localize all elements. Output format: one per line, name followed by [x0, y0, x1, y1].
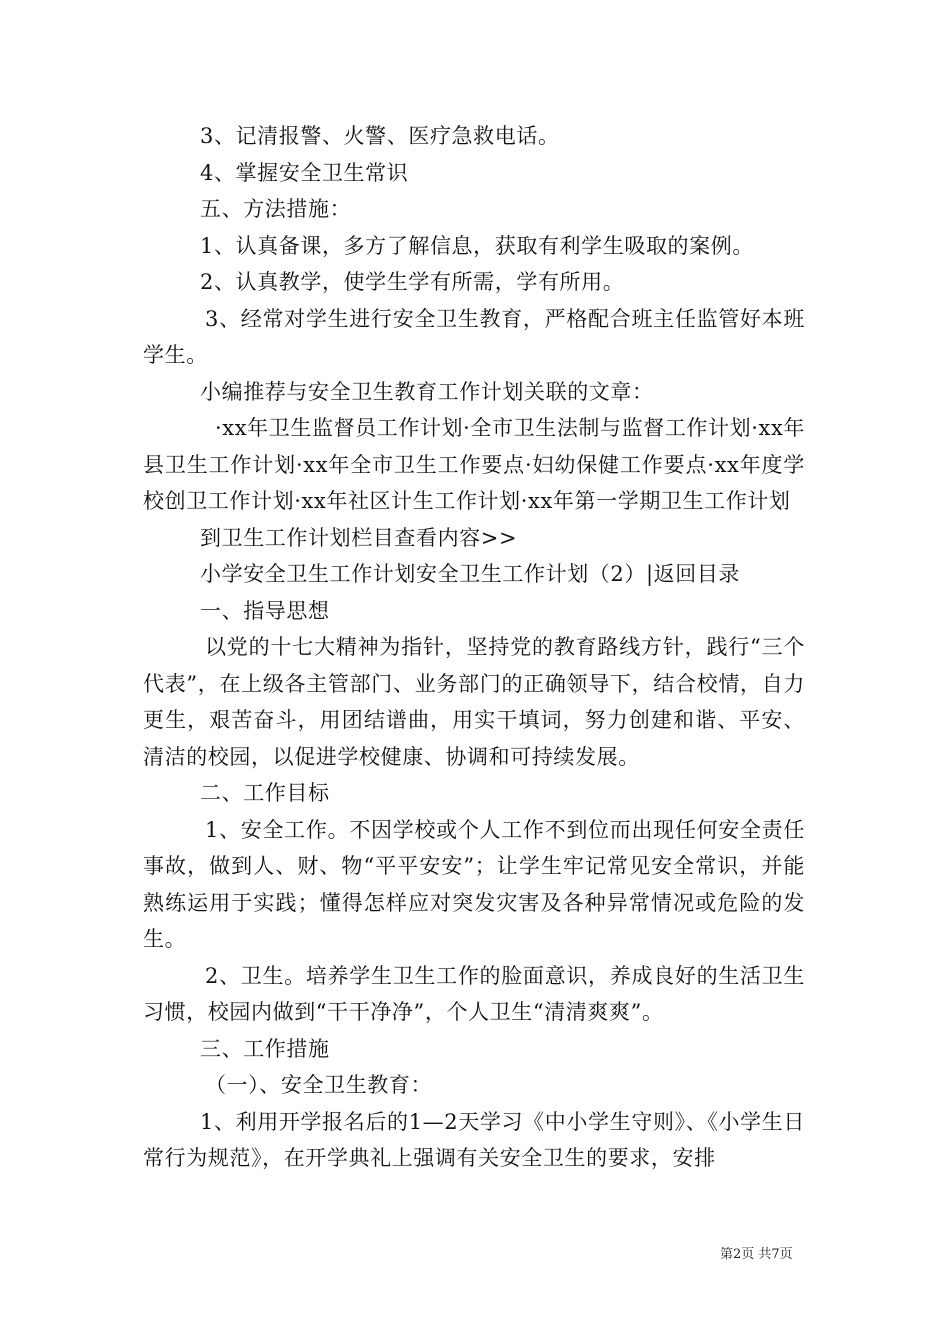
paragraph: 3、经常对学生进行安全卫生教育，严格配合班主任监管好本班学生。 — [143, 306, 805, 367]
section-heading: 一、指导思想 — [200, 598, 330, 623]
related-articles-heading: 小编推荐与安全卫生教育工作计划关联的文章： — [200, 379, 654, 404]
paragraph: 以党的十七大精神为指针，坚持党的教育路线方针，践行“三个代表”，在上级各主管部门、业务部门的正确领导下，结合校情，自力更生，艰苦奋斗，用团结谱曲，用实干填词，努力创建和谐、平安、清洁的校园，以促进学校健康、协调和可持续发展。 — [143, 635, 805, 769]
section-heading: 五、方法措施： — [200, 197, 352, 221]
paragraph: 1、安全工作。不因学校或个人工作不到位而出现任何安全责任事故，做到人、财、物“平平安安”；让学生牢记常见安全常识，并能熟练运用于实践；懂得怎样应对突发灾害及各种异常情况或危险的发生。 — [143, 817, 805, 951]
section-heading: 二、工作目标 — [200, 781, 330, 805]
document-body — [143, 118, 805, 1177]
paragraph: 3、记清报警、火警、医疗急救电话。 — [200, 124, 560, 148]
paragraph: 4、掌握安全卫生常识 — [200, 160, 409, 185]
paragraph: 1、利用开学报名后的1—2天学习《中小学生守则》、《小学生日常行为规范》，在开学典礼上强调有关安全卫生的要求，安排 — [143, 1109, 805, 1170]
related-articles-links[interactable]: ·xx年卫生监督员工作计划·全市卫生法制与监督工作计划·xx年县卫生工作计划·xx年全市卫生工作要点·妇幼保健工作要点·xx年度学校创卫工作计划·xx年社区计生工作计划·xx年第一学期卫生工作计划 — [143, 416, 805, 513]
section-title-link[interactable]: 小学安全卫生工作计划安全卫生工作计划（2）|返回目录 — [200, 562, 741, 586]
paragraph: 2、卫生。培养学生卫生工作的脸面意识，养成良好的生活卫生习惯，校园内做到“干干净净”，个人卫生“清清爽爽”。 — [143, 963, 805, 1024]
category-link[interactable]: 到卫生工作计划栏目查看内容>> — [200, 525, 518, 550]
subsection-heading: （一）、安全卫生教育： — [205, 1073, 433, 1097]
page-number: 第2页 共7页 — [720, 1247, 793, 1262]
paragraph: 1、认真备课，多方了解信息，获取有利学生吸取的案例。 — [200, 233, 754, 258]
section-heading: 三、工作措施 — [200, 1036, 330, 1061]
paragraph: 2、认真教学，使学生学有所需，学有所用。 — [200, 270, 625, 294]
